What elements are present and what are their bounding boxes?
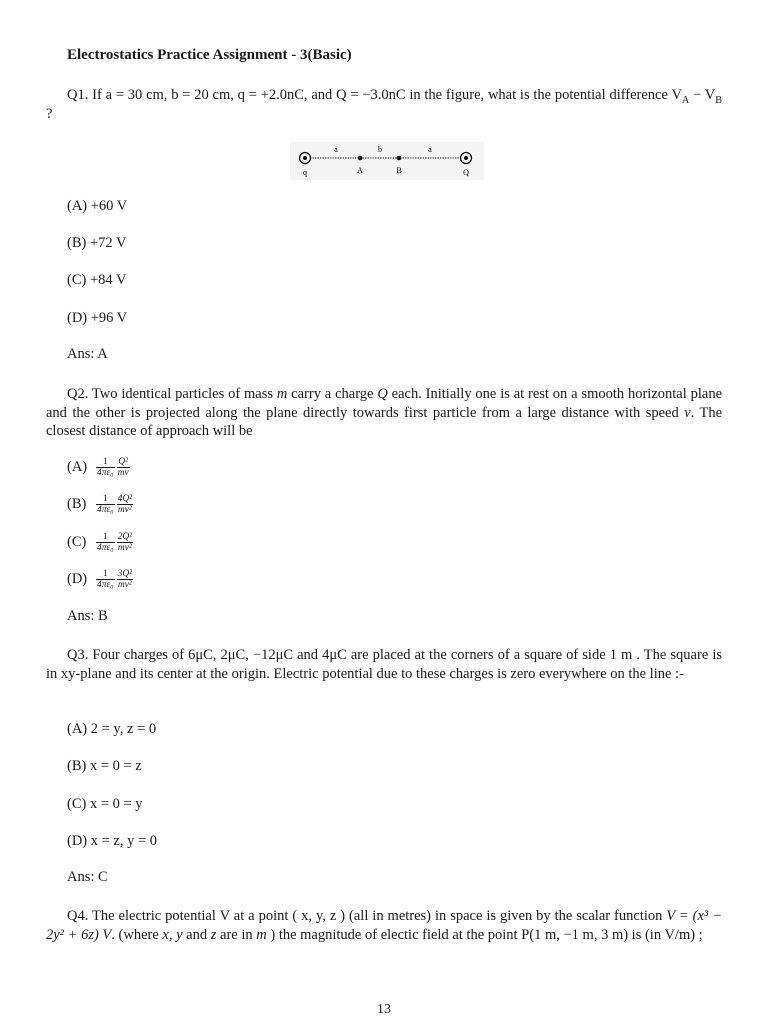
q3-option-d: (D) x = z, y = 0 — [67, 833, 158, 849]
q1-option-b: (B) +72 V — [67, 235, 127, 251]
q1-option-c: (C) +84 V — [67, 272, 127, 288]
q2-option-c: (C) $\frac{1}{\text{4πε₀}}$ $\frac{\text{2Q²}}{\text{mv²}}$ — [67, 532, 133, 553]
q3-option-b: (B) x = 0 = z — [67, 758, 142, 774]
label-Q: Q — [463, 168, 469, 177]
q3-option-a: (A) 2 = y, z = 0 — [67, 721, 157, 737]
label-a-right: a — [428, 145, 432, 154]
q3-option-c: (C) x = 0 = y — [67, 796, 143, 812]
q1-option-a: (A) +60 V — [67, 198, 128, 214]
charge-line-figure — [290, 142, 484, 180]
point-A-marker — [358, 156, 363, 161]
q2-option-d: (D) $\frac{1}{\text{4πε₀}}$ $\frac{\text{3Q²}}{\text{mv²}}$ — [67, 569, 133, 590]
label-b: b — [378, 145, 382, 154]
question-4-text: Q4. The electric potential V at a point ( x, y, z ) (all in metres) in space is given by the scalar function V = (x³ − 2y² + 6z) V. (where x, y and z are in m ) the magnitude of electic field at the point P(1 m, −1 m, 3 m) is (in V/m) ; — [46, 908, 722, 943]
q2-option-a: (A) $\frac{1}{\text{4πε₀}}$ $\frac{\text{Q²}}{mv}$ — [67, 457, 129, 478]
q2-answer: Ans: B — [67, 608, 108, 624]
question-2-text: Q2. Two identical particles of mass m carry a charge Q each. Initially one is at rest on a smooth horizontal plane and the other is projected along the plane directly towards first particle from a large distance with speed v. The closest distance of approach will be — [46, 386, 723, 439]
q3-answer: Ans: C — [67, 869, 108, 885]
question-1-text: Q1. If a = 30 cm, b = 20 cm, q = +2.0nC, and Q = −3.0nC in the figure, what is the potential difference $V_A - V_B$ ? — [46, 87, 723, 122]
point-B-marker — [397, 156, 402, 161]
page-title: Electrostatics Practice Assignment - 3(Basic) — [67, 47, 352, 63]
label-a-left: a — [334, 145, 338, 154]
label-A: A — [357, 166, 363, 175]
q1-option-d: (D) +96 V — [67, 310, 128, 326]
question-3-text: Q3. Four charges of 6μC, 2μC, −12μC and 4μC are placed at the corners of a square of side 1 m . The square is in xy-plane and its center at the origin. Electric potential due to these charges is zero everywhere on the line :- — [46, 647, 722, 682]
label-B: B — [396, 166, 402, 175]
label-q: q — [303, 168, 307, 177]
q1-answer: Ans: A — [67, 346, 108, 362]
q2-option-b: (B) $\frac{1}{\text{4πε₀}}$ $\frac{\text{4Q²}}{\text{mv²}}$ — [67, 494, 133, 515]
page-number: 13 — [377, 1002, 391, 1017]
